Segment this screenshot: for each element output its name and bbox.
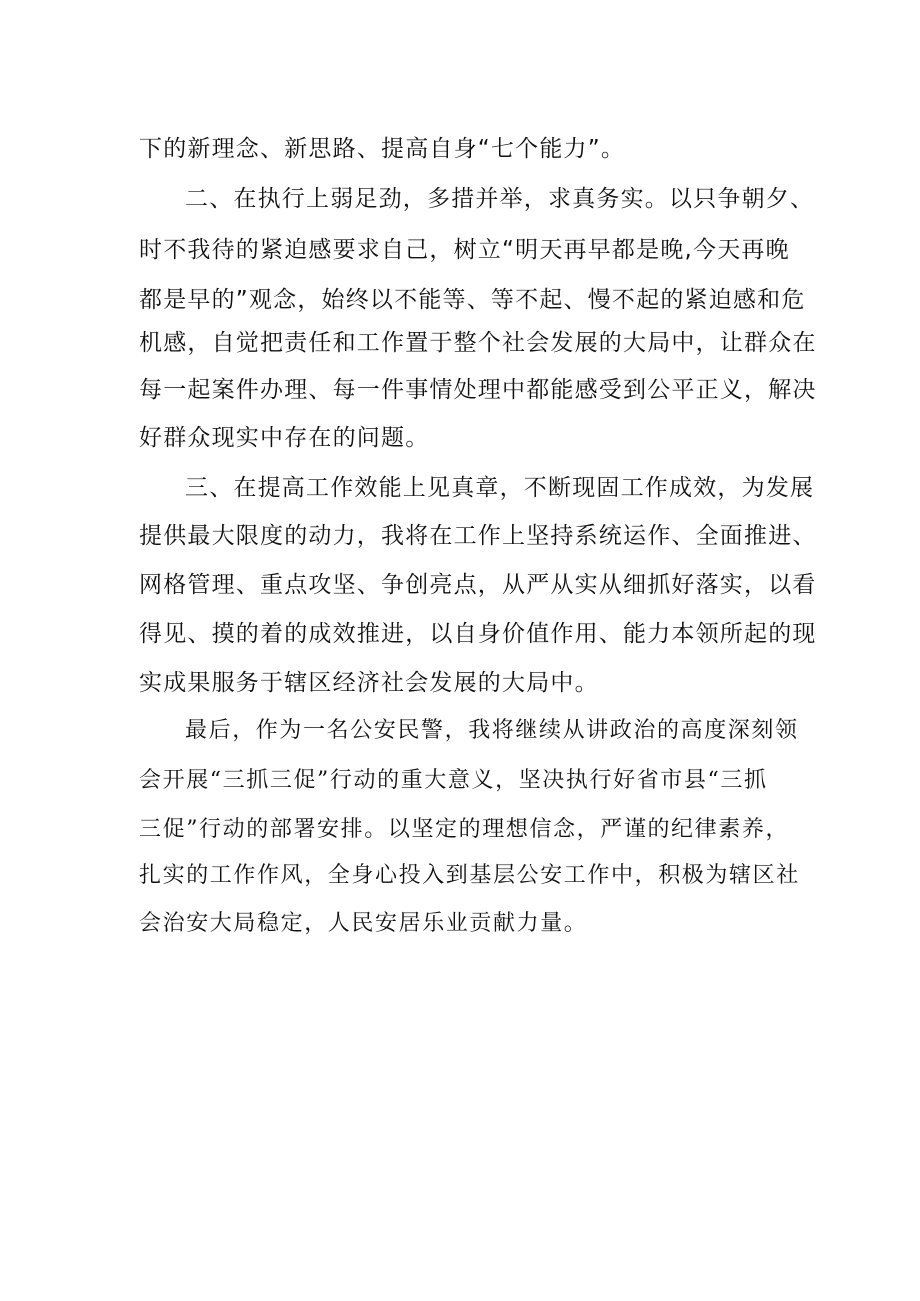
text-line: 会治安大局稳定，人民安居乐业贡献力量。 xyxy=(139,911,588,936)
text-line: 机感，自觉把责任和工作置于整个社会发展的大局中，让群众在 xyxy=(139,330,817,356)
text-line: 好群众现实中存在的问题。 xyxy=(139,425,430,451)
text-line: 时不我待的紧迫感要求自己，树立“明天再早都是晚,今天再晚 xyxy=(139,237,790,263)
text-line: 网格管理、重点攻坚、争创亮点，从严从实从细抓好落实，以看 xyxy=(139,572,817,598)
text-line: 三、在提高工作效能上见真章，不断现固工作成效，为发展 xyxy=(185,475,815,501)
text-line: 扎实的工作作风，全身心投入到基层公安工作中，积极为辖区社 xyxy=(139,863,800,888)
text-line: 实成果服务于辖区经济社会发展的大局中。 xyxy=(139,670,599,696)
text-line: 得见、摸的着的成效推进，以自身价值作用、能力本领所起的现 xyxy=(139,621,817,647)
text-line: 下的新理念、新思路、提高自身“七个能力”。 xyxy=(139,136,626,162)
text-line: 提供最大限度的动力，我将在工作上坚持系统运作、全面推进、 xyxy=(139,523,817,549)
text-line: 最后，作为一名公安民警，我将继续从讲政治的高度深刻领 xyxy=(185,718,799,743)
text-line: 会开展“三抓三促”行动的重大意义，坚决执行好省市县“三抓 xyxy=(139,768,768,793)
text-line: 二、在执行上弱足劲，多措并举，求真务实。以只争朝夕、 xyxy=(185,186,815,212)
text-line: 三促”行动的部署安排。以坚定的理想信念，严谨的纪律素养， xyxy=(139,817,790,842)
text-line: 都是早的”观念，始终以不能等、等不起、慢不起的紧迫感和危 xyxy=(139,287,806,313)
text-line: 每一起案件办理、每一件事情处理中都能感受到公平正义，解决 xyxy=(139,377,817,403)
